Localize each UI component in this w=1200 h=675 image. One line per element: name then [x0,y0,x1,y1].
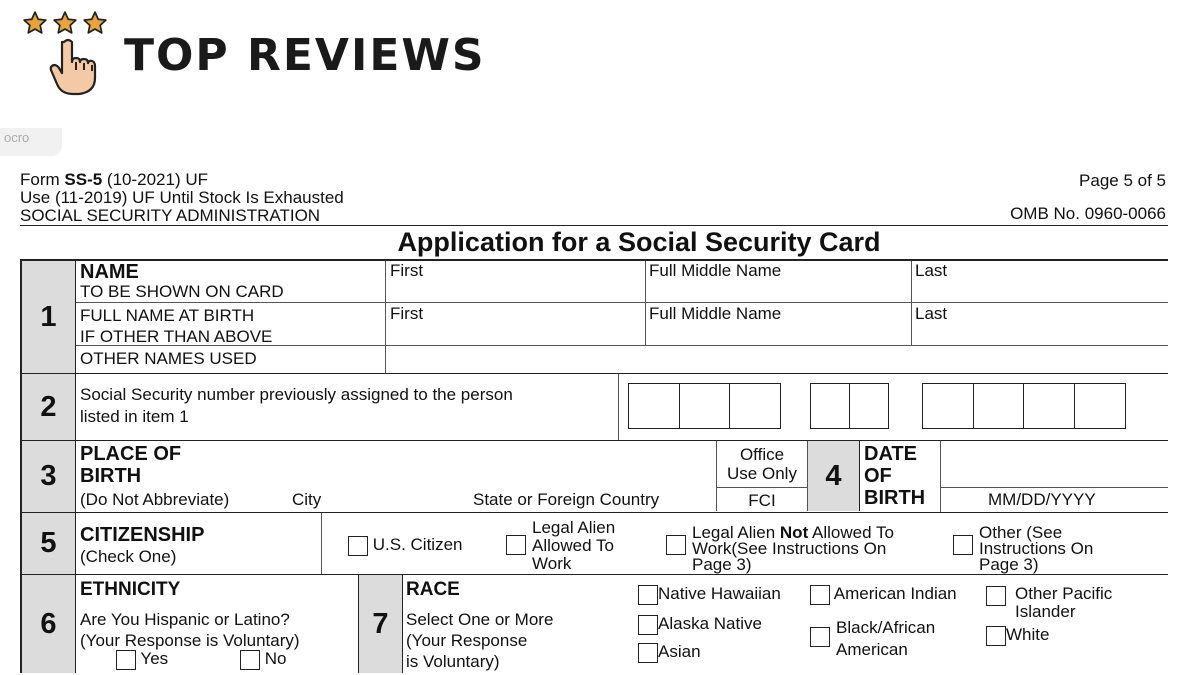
race-alaska-native[interactable]: Alaska Native [638,614,762,635]
date-of-birth-label-3: BIRTH [864,487,926,509]
date-of-birth-field[interactable]: MM/DD/YYYY [988,490,1096,509]
ssn-digit-box[interactable] [679,383,731,429]
race-american-indian[interactable]: American Indian [810,584,957,605]
other-names-label: OTHER NAMES USED [80,349,257,368]
voluntary-note: (Your Response is Voluntary) [80,631,300,650]
race-other-pacific[interactable] [986,586,1006,606]
citizenship-label: CITIZENSHIP [80,524,205,546]
birth-city-field[interactable]: City [292,490,322,509]
birth-middle-field[interactable]: Full Middle Name [649,304,782,323]
form-prefix: Form [20,170,65,189]
race-black-african-american[interactable] [810,627,830,647]
ssn-serial-boxes [922,383,1126,429]
race-voluntary-note: (Your Response [406,631,528,650]
checkbox[interactable] [953,535,973,555]
office-label: Office [739,445,785,464]
section-7-number: 7 [358,575,403,673]
name-label: NAME [80,261,139,283]
race-other-pacific-label: Other Pacific [1015,584,1113,603]
option-us-citizen[interactable] [348,535,462,556]
other-names-field[interactable] [388,347,1168,372]
ssn-digit-box[interactable] [628,383,680,429]
section-1-body [76,261,1168,373]
checkbox[interactable] [638,615,658,635]
use-line: Use (11-2019) UF Until Stock Is Exhausted [20,188,344,207]
section-5 [22,513,1168,575]
birth-last-field[interactable]: Last [915,304,948,323]
section-3-4 [22,441,1168,513]
checkbox[interactable] [810,627,830,647]
race-native-hawaiian[interactable]: Native Hawaiian [638,584,781,605]
ss5-form [20,168,1168,673]
name-first-field[interactable]: First [390,261,424,280]
race-white[interactable]: White [986,625,1049,646]
option-legal-alien-allowed[interactable] [506,535,526,555]
option-other[interactable] [953,535,973,555]
ssn-digit-box[interactable] [849,383,889,429]
form-title: Application for a Social Security Card [397,227,881,257]
office-use-box [716,441,808,511]
checkbox[interactable] [638,585,658,605]
ssn-group-boxes [810,383,889,429]
rating-stars [22,10,108,36]
use-only-label: Use Only [727,464,797,483]
form-table [20,259,1168,673]
option-legal-alien-not-allowed-label: Legal Alien Not Allowed To Work(See Instructions On Page 3) [692,523,894,574]
place-of-birth-label: PLACE OF [80,443,182,465]
race-black-label: Black/African [836,618,936,637]
checkbox[interactable] [666,535,686,555]
option-yes[interactable] [116,649,168,670]
checkbox[interactable] [986,626,1006,646]
brand-title: TOP REVIEWS [124,30,486,81]
birth-first-field[interactable]: First [390,304,424,323]
birth-state-field[interactable]: State or Foreign Country [473,490,660,509]
form-id: SS-5 [64,170,103,189]
place-of-birth-label-2: BIRTH [80,465,142,487]
ssn-digit-box[interactable] [810,383,850,429]
section-2 [22,374,1168,441]
header-rule [20,225,1168,226]
ssn-digit-box[interactable] [1074,383,1126,429]
section-6-number: 6 [22,575,76,673]
race-label: RACE [406,579,460,600]
name-middle-field[interactable]: Full Middle Name [649,261,782,280]
checkbox[interactable] [506,535,526,555]
banner [0,0,1200,110]
option-yes-label: Yes [140,649,169,668]
section-4-number: 4 [808,441,860,511]
tab-fragment-text: ocro [4,130,30,145]
page-number: Page 5 of 5 [1079,171,1166,190]
star-icon [82,10,108,36]
race-other-pacific-label-2: Islander [1015,602,1076,621]
name-labels [76,261,386,373]
form-revision: (10-2021) UF [102,170,209,189]
race-select-note: Select One or More [406,610,554,629]
star-icon [52,10,78,36]
ssn-sub-label: listed in item 1 [80,407,189,426]
form-header [20,168,1168,226]
ssn-digit-box[interactable] [729,383,781,429]
do-not-abbreviate-note: (Do Not Abbreviate) [80,490,230,509]
birth-name-label: FULL NAME AT BIRTH [80,306,255,325]
birth-name-sub-label: IF OTHER THAN ABOVE [80,327,273,346]
ethnicity-label: ETHNICITY [80,579,181,600]
ssn-digit-box[interactable] [922,383,974,429]
pointing-hand-icon [40,36,104,96]
option-legal-alien-allowed-label: Legal Alien Allowed To Work [532,518,616,573]
name-last-field[interactable]: Last [915,261,948,280]
ssn-digit-box[interactable] [973,383,1025,429]
checkbox[interactable] [348,536,368,556]
section-1-number: 1 [22,261,76,373]
omb-number: OMB No. 0960-0066 [1010,204,1166,223]
option-legal-alien-not-allowed[interactable] [666,535,686,555]
checkbox[interactable] [638,643,658,663]
section-2-number: 2 [22,374,76,440]
checkbox[interactable] [986,586,1006,606]
option-no[interactable] [240,649,286,670]
agency-name: SOCIAL SECURITY ADMINISTRATION [20,206,321,225]
race-asian[interactable]: Asian [638,642,701,663]
date-of-birth-label-2: OF [864,465,892,487]
ssn-label: Social Security number previously assigned to the person [80,385,513,404]
section-1 [22,261,1168,374]
checkbox[interactable] [240,650,260,670]
checkbox[interactable] [116,650,136,670]
option-no-label: No [264,649,287,668]
race-black-label-2: American [836,640,908,659]
ssn-area-boxes [628,383,781,429]
star-icon [22,10,48,36]
option-other-label: Other (See Instructions On Page 3) [979,523,1094,574]
date-of-birth-label: DATE [864,443,917,465]
section-6-7 [22,575,1168,673]
ssn-digit-box[interactable] [1023,383,1075,429]
race-voluntary-note-2: is Voluntary) [406,652,500,671]
section-3-number: 3 [22,441,76,512]
fci-label: FCI [748,491,776,510]
option-us-citizen-label: U.S. Citizen [372,535,463,554]
check-one-label: (Check One) [80,547,177,566]
checkbox[interactable] [810,585,830,605]
name-sub-label: TO BE SHOWN ON CARD [80,282,284,301]
form-header-left [20,171,344,225]
background-tab-fragment [0,128,62,156]
section-5-number: 5 [22,513,76,574]
hispanic-question: Are You Hispanic or Latino? [80,610,290,629]
